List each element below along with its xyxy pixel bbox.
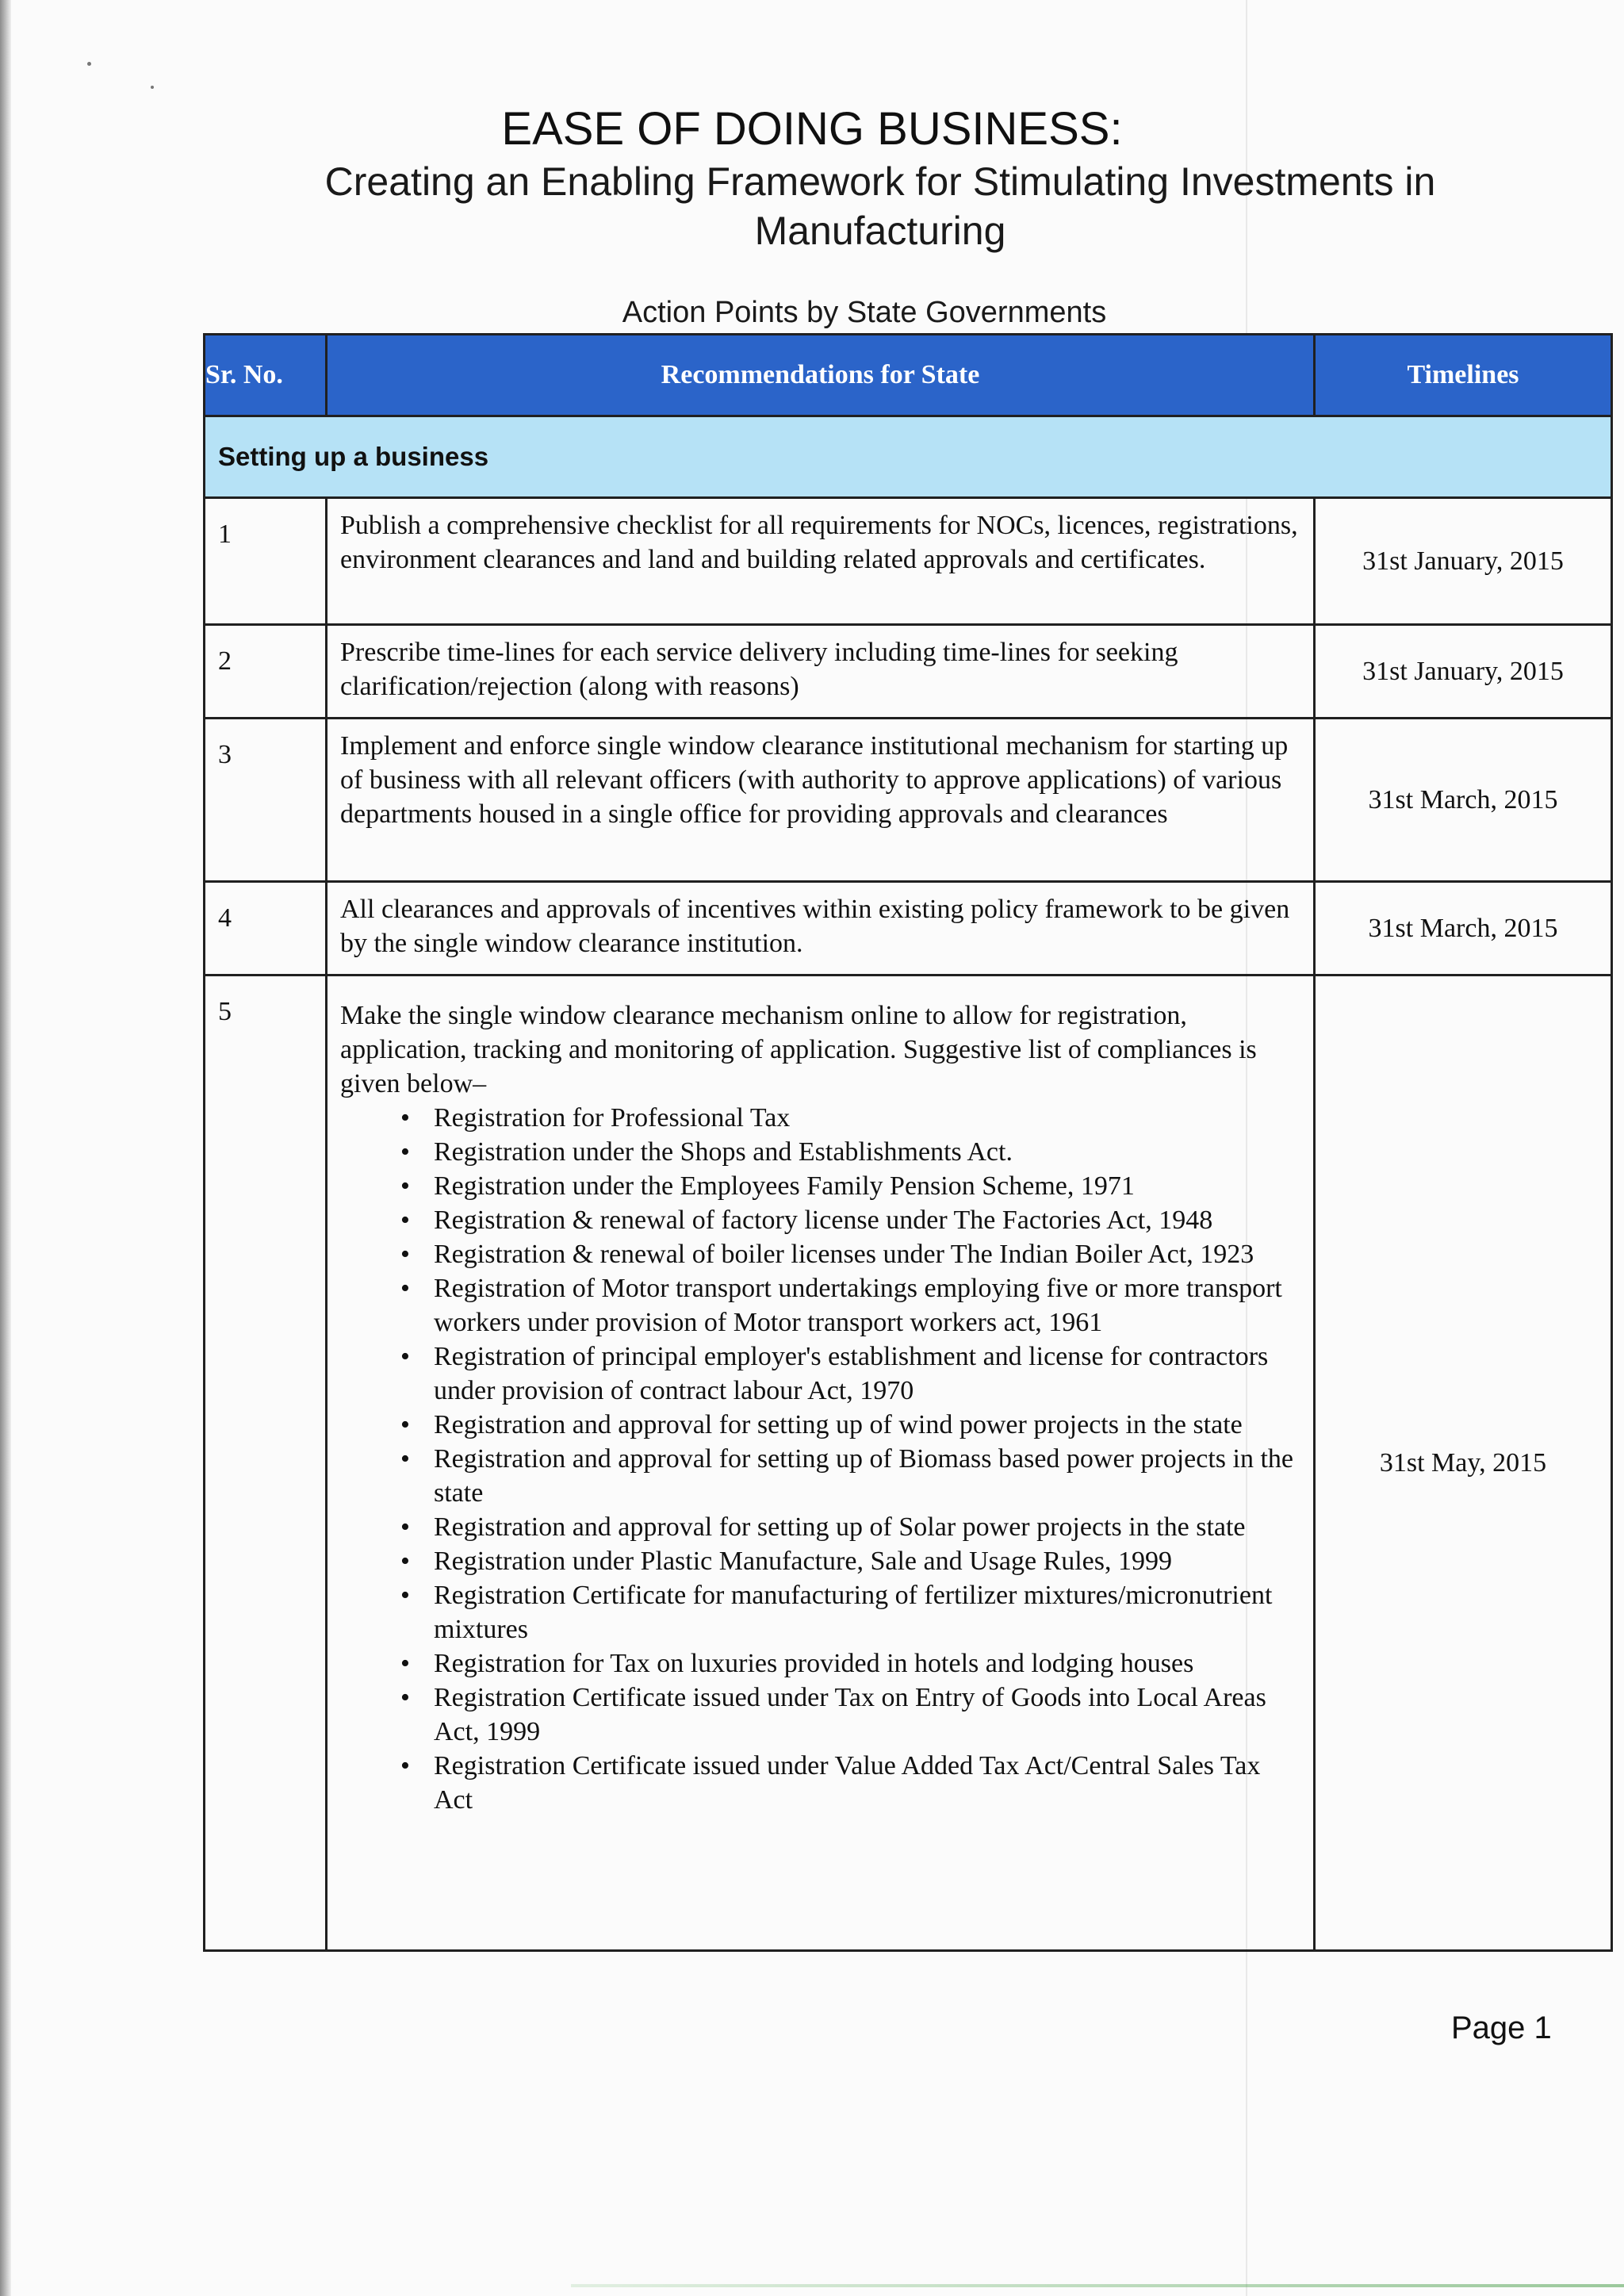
compliance-item: • Registration and approval for setting up of Solar power projects in the state	[400, 1510, 1302, 1544]
row-timeline: 31st May, 2015	[1315, 976, 1612, 1951]
row-timeline: 31st March, 2015	[1315, 719, 1612, 882]
scan-bottom-edge	[571, 2284, 1624, 2287]
bullet-icon: •	[400, 1137, 410, 1167]
bullet-icon: •	[400, 1342, 410, 1371]
compliance-item: • Registration of Motor transport undertakings employing five or more transport workers under provision of Motor transport workers act, 1961	[400, 1271, 1302, 1340]
header-sr-no: Sr. No.	[205, 335, 327, 416]
table-row	[205, 498, 1612, 625]
header-recommendations: Recommendations for State	[327, 335, 1315, 416]
compliance-item: • Registration under Plastic Manufacture, Sale and Usage Rules, 1999	[400, 1544, 1302, 1578]
row-recommendation: Publish a comprehensive checklist for all requirements for NOCs, licences, registrations, environment clearances and land and building related approvals and certificates.	[327, 498, 1315, 625]
table-row	[205, 719, 1612, 882]
table-row	[205, 625, 1612, 719]
table-header-row	[205, 335, 1612, 416]
bullet-icon: •	[400, 1512, 410, 1542]
document-subtitle: Creating an Enabling Framework for Stimulating Investments in Manufacturing	[324, 159, 1436, 253]
page-number: Page 1	[1451, 2010, 1552, 2045]
bullet-icon: •	[400, 1444, 410, 1474]
bullet-icon: •	[400, 1274, 410, 1303]
compliance-item: • Registration under the Employees Family Pension Scheme, 1971	[400, 1169, 1302, 1203]
table-row	[205, 976, 1612, 1951]
row-recommendation	[327, 976, 1315, 1951]
row-recommendation: Prescribe time-lines for each service delivery including time-lines for seeking clarification/rejection (along with reasons)	[327, 625, 1315, 719]
compliance-item: • Registration under the Shops and Establishments Act.	[400, 1135, 1302, 1169]
bullet-icon: •	[400, 1103, 410, 1133]
row-number: 5	[205, 976, 327, 1951]
row-timeline: 31st January, 2015	[1315, 498, 1612, 625]
section-label: Setting up a business	[205, 416, 1612, 498]
bullet-icon: •	[400, 1751, 410, 1780]
bullet-icon: •	[400, 1410, 410, 1439]
row-number: 3	[205, 719, 327, 882]
section-row	[205, 416, 1612, 498]
row-timeline: 31st March, 2015	[1315, 882, 1612, 976]
compliance-item: • Registration and approval for setting up of wind power projects in the state	[400, 1408, 1302, 1442]
compliance-item: • Registration & renewal of factory license under The Factories Act, 1948	[400, 1203, 1302, 1237]
bullet-icon: •	[400, 1649, 410, 1678]
scan-speck	[151, 86, 154, 89]
row-recommendation: Implement and enforce single window clearance institutional mechanism for starting up of business with all relevant officers (with authority to approve applications) of various departments housed in a single office for providing approvals and clearances	[327, 719, 1315, 882]
row-recommendation-intro: Make the single window clearance mechanism online to allow for registration, application, tracking and monitoring of application. Suggestive list of compliances is given below–	[340, 1001, 1257, 1098]
header-timelines: Timelines	[1315, 335, 1612, 416]
compliance-item: • Registration Certificate issued under Value Added Tax Act/Central Sales Tax Act	[400, 1749, 1302, 1817]
bullet-icon: •	[400, 1547, 410, 1576]
bullet-icon: •	[400, 1171, 410, 1201]
row-number: 4	[205, 882, 327, 976]
compliance-list	[340, 1101, 1302, 1817]
bullet-icon: •	[400, 1240, 410, 1269]
row-number: 1	[205, 498, 327, 625]
row-recommendation: All clearances and approvals of incentives within existing policy framework to be given by the single window clearance institution.	[327, 882, 1315, 976]
compliance-item: • Registration for Professional Tax	[400, 1101, 1302, 1135]
scan-binding-edge	[0, 0, 11, 2296]
table-row	[205, 882, 1612, 976]
row-number: 2	[205, 625, 327, 719]
bullet-icon: •	[400, 1683, 410, 1712]
compliance-item: • Registration Certificate for manufacturing of fertilizer mixtures/micronutrient mixtures	[400, 1578, 1302, 1646]
compliance-item: • Registration of principal employer's establishment and license for contractors under provision of contract labour Act, 1970	[400, 1340, 1302, 1408]
document-title: EASE OF DOING BUSINESS:	[501, 103, 1123, 155]
row-timeline: 31st January, 2015	[1315, 625, 1612, 719]
compliance-item: • Registration for Tax on luxuries provided in hotels and lodging houses	[400, 1646, 1302, 1681]
scan-speck	[87, 62, 91, 66]
bullet-icon: •	[400, 1205, 410, 1235]
action-points-table	[203, 333, 1613, 1952]
compliance-item: • Registration and approval for setting up of Biomass based power projects in the state	[400, 1442, 1302, 1510]
section-heading: Action Points by State Governments	[622, 296, 1107, 329]
compliance-item: • Registration Certificate issued under Tax on Entry of Goods into Local Areas Act, 1999	[400, 1681, 1302, 1749]
bullet-icon: •	[400, 1581, 410, 1610]
compliance-item: • Registration & renewal of boiler licenses under The Indian Boiler Act, 1923	[400, 1237, 1302, 1271]
